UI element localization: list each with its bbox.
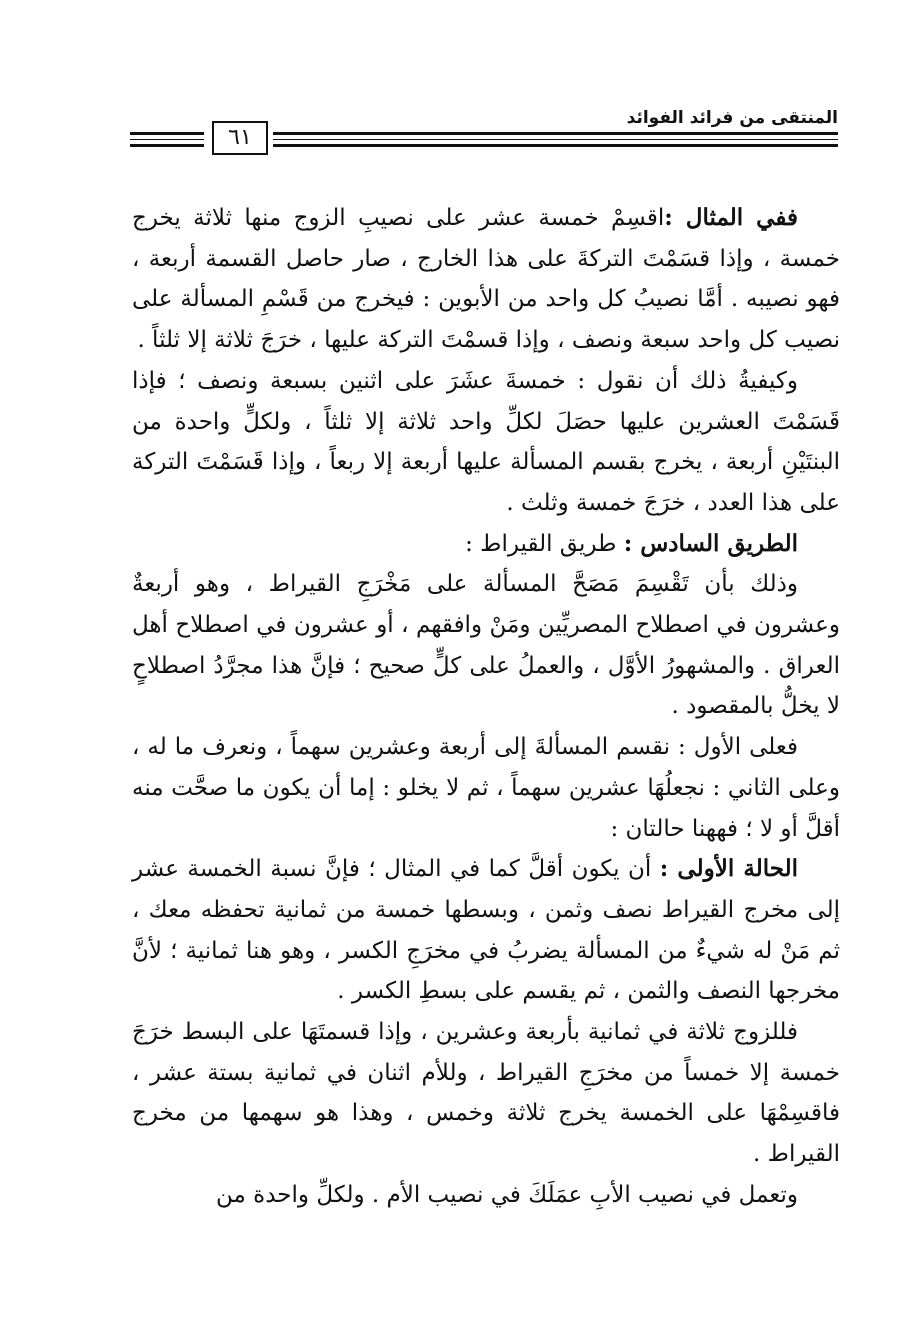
paragraph-lead: الحالة الأولى : [659, 855, 798, 883]
header-rule [130, 139, 204, 140]
running-title: المنتقى من فرائد الفوائد [626, 108, 838, 128]
paragraph [132, 198, 840, 361]
header-rule [273, 144, 838, 147]
paragraph [132, 727, 840, 849]
paragraph-text: فللزوج ثلاثة في ثمانية بأربعة وعشرين ، وإذا قسمتَهَا على البسط خرَجَ خمسة إلا خمساً من مخرَجِ القيراط ، وللأم اثنان في ثمانية بستة عشر ، فاقسِمْهَا على الخمسة يخرج ثلاثة وخمس ، وهذا هو سهمها من مخرج القيراط . [132, 1019, 840, 1168]
paragraph-text: أن يكون أقلَّ كما في المثال ؛ فإنَّ نسبة الخمسة عشر إلى مخرج القيراط نصف وثمن ، وبسطها خمسة من ثمانية تحفظه معك ، ثم مَنْ له شيءٌ من المسألة يضربُ في مخرَجِ الكسر ، وهو هنا ثمانية ؛ لأنَّ مخرجها النصف والثمن ، ثم يقسم على بسطِ الكسر . [132, 856, 840, 1005]
page-number: ٦١ [212, 121, 268, 155]
header-rule [130, 132, 204, 135]
header-rule [273, 132, 838, 135]
section-heading [132, 524, 840, 565]
paragraph-text: وتعمل في نصيب الأبِ عمَلَكَ في نصيب الأم . ولكلِّ واحدة من [216, 1181, 798, 1208]
paragraph [132, 361, 840, 524]
paragraph [132, 1012, 840, 1175]
header-rule [130, 144, 204, 147]
section-heading-lead: الطريق السادس : [623, 529, 798, 557]
paragraph-lead: ففي المثال : [664, 204, 798, 231]
page-header [130, 108, 838, 158]
paragraph [132, 1175, 840, 1216]
paragraph-text: وذلك بأن تَقْسِمَ مَصَحَّ المسألة على مَخْرَجِ القيراط ، وهو أربعةٌ وعشرون في اصطلاح المصريِّين ومَنْ وافقهم ، أو عشرون في اصطلاح أهل العراق . والمشهورُ الأوَّل ، والعملُ على كلٍّ صحيح ؛ فإنَّ هذا مجرَّدُ اصطلاحٍ لا يخلُّ بالمقصود . [132, 571, 840, 720]
paragraph-text: وكيفيةُ ذلك أن نقول : خمسةَ عشَرَ على اثنين بسبعة ونصف ؛ فإذا قَسَمْتَ العشرين عليها حصَلَ لكلِّ واحد ثلاثة إلا ثلثاً ، ولكلٍّ واحدة من البنتَيْنِ أربعة ، يخرج بقسم المسألة عليها أربعة إلا ربعاً ، وإذا قَسَمْتَ التركة على هذا العدد ، خرَجَ خمسة وثلث . [132, 367, 840, 516]
paragraph-text: فعلى الأول : نقسم المسألةَ إلى أربعة وعشرين سهماً ، ونعرف ما له ، وعلى الثاني : نجعلُهَا عشرين سهماً ، ثم لا يخلو : إما أن يكون ما صحَّت منه أقلَّ أو لا ؛ فههنا حالتان : [132, 734, 840, 842]
page-body [132, 198, 840, 1216]
paragraph [132, 849, 840, 1012]
paragraph-text: اقسِمْ خمسة عشر على نصيبِ الزوج منها ثلاثة يخرج خمسة ، وإذا قسَمْتَ التركةَ على هذا الخارج ، صار حاصل القسمة أربعة ، فهو نصيبه . أمَّا نصيبُ كل واحد من الأبوين : فيخرج من قَسْمِ المسألة على نصيب كل واحد سبعة ونصف ، وإذا قسمْتَ التركة عليها ، خرَجَ ثلاثة إلا ثلثاً . [132, 205, 840, 354]
header-rule [273, 139, 838, 140]
paragraph [132, 564, 840, 727]
section-heading-text: طريق القيراط : [465, 530, 617, 557]
